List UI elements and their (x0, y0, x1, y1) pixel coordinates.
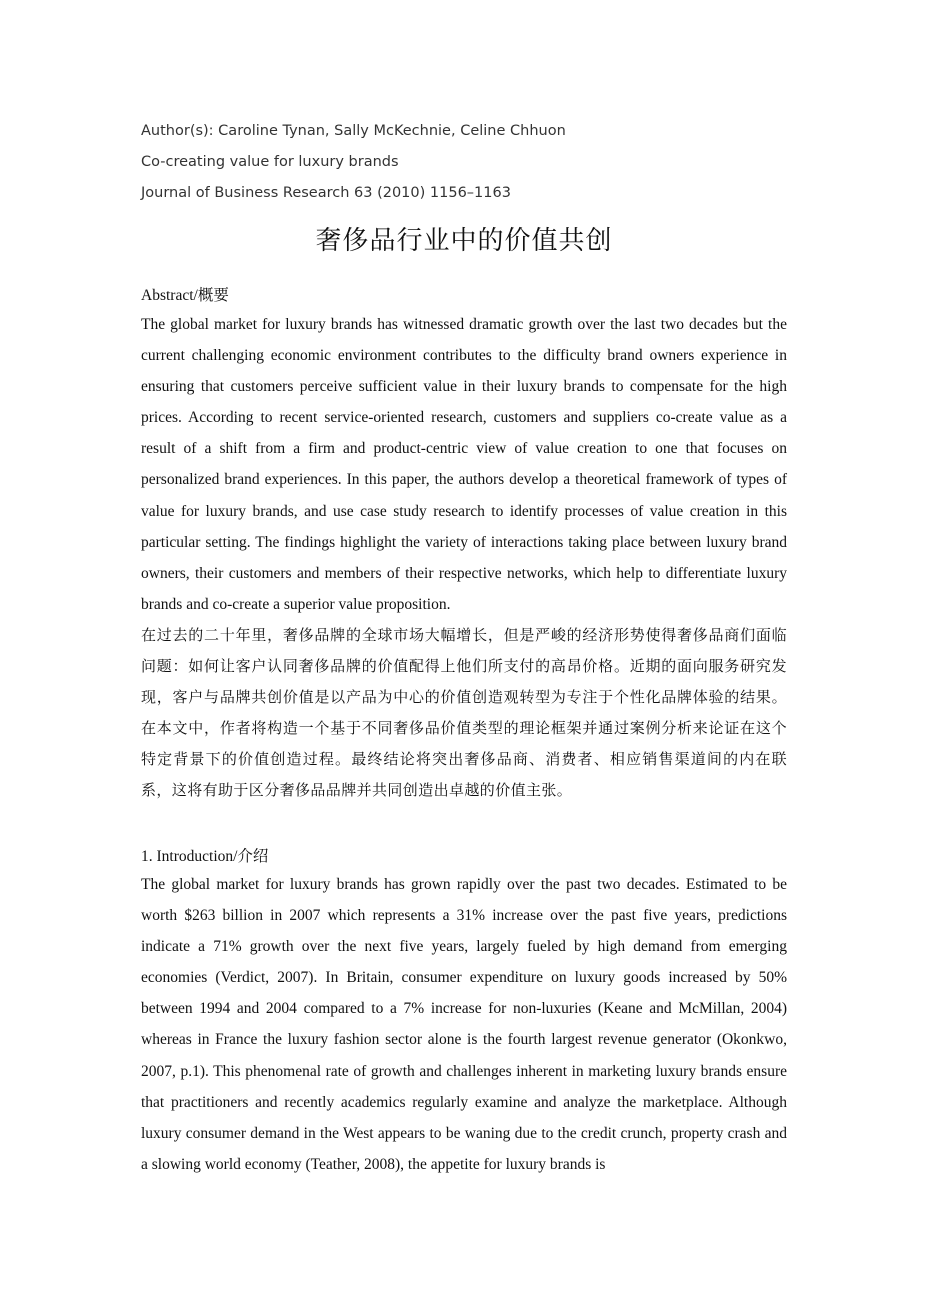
introduction-heading: 1. Introduction/介绍 (141, 848, 269, 865)
introduction-english: The global market for luxury brands has grown rapidly over the past two decades. Estimated to be worth $263 billion in 2007 which represents a 31% increase over the past five years, predictions indicate a 71% growth over the next five years, largely fueled by high demand from emerging economies (Verdict, 2007). In Britain, consumer expenditure on luxury goods increased by 50% between 1994 and 2004 compared to a 7% increase for non-luxuries (Keane and McMillan, 2004) whereas in France the luxury fashion sector alone is the fourth largest revenue generator (Okonkwo, 2007, p.1). This phenomenal rate of growth and challenges inherent in marketing luxury brands ensure that practitioners and recently academics regularly examine and analyze the marketplace. Although luxury consumer demand in the West appears to be waning due to the credit crunch, property crash and a slowing world economy (Teather, 2008), the appetite for luxury brands is (141, 876, 787, 1173)
chinese-title: 奢侈品行业中的价值共创 (315, 226, 613, 256)
abstract-chinese: 在过去的二十年里，奢侈品牌的全球市场大幅增长，但是严峻的经济形势使得奢侈品商们面临问题：如何让客户认同奢侈品牌的价值配得上他们所支付的高昂价格。近期的面向服务研究发现，客户与品牌共创价值是以产品为中心的价值创造观转型为专注于个性化品牌体验的结果。在本文中，作者将构造一个基于不同奢侈品价值类型的理论框架并通过案例分析来论证在这个特定背景下的价值创造过程。最终结论将突出奢侈品商、消费者、相应销售渠道间的内在联系，这将有助于区分奢侈品品牌并共同创造出卓越的价值主张。 (141, 626, 787, 800)
paper-title: Co-creating value for luxury brands (141, 154, 399, 170)
abstract-heading: Abstract/概要 (141, 287, 229, 304)
abstract-english: The global market for luxury brands has witnessed dramatic growth over the last two decades but the current challenging economic environment contributes to the difficulty brand owners experience in ensuring that customers perceive sufficient value in their luxury brands to compensate for the high prices. According to recent service-oriented research, customers and suppliers co-create value as a result of a shift from a firm and product-centric view of value creation to one that focuses on personalized brand experiences. In this paper, the authors develop a theoretical framework of types of value for luxury brands, and use case study research to identify processes of value creation in this particular setting. The findings highlight the variety of interactions taking place between luxury brand owners, their customers and members of their respective networks, which help to differentiate luxury brands and co-create a superior value proposition. (141, 316, 787, 613)
journal-citation: Journal of Business Research 63 (2010) 1156–1163 (141, 185, 511, 201)
authors-line: Author(s): Caroline Tynan, Sally McKechnie, Celine Chhuon (141, 123, 566, 139)
